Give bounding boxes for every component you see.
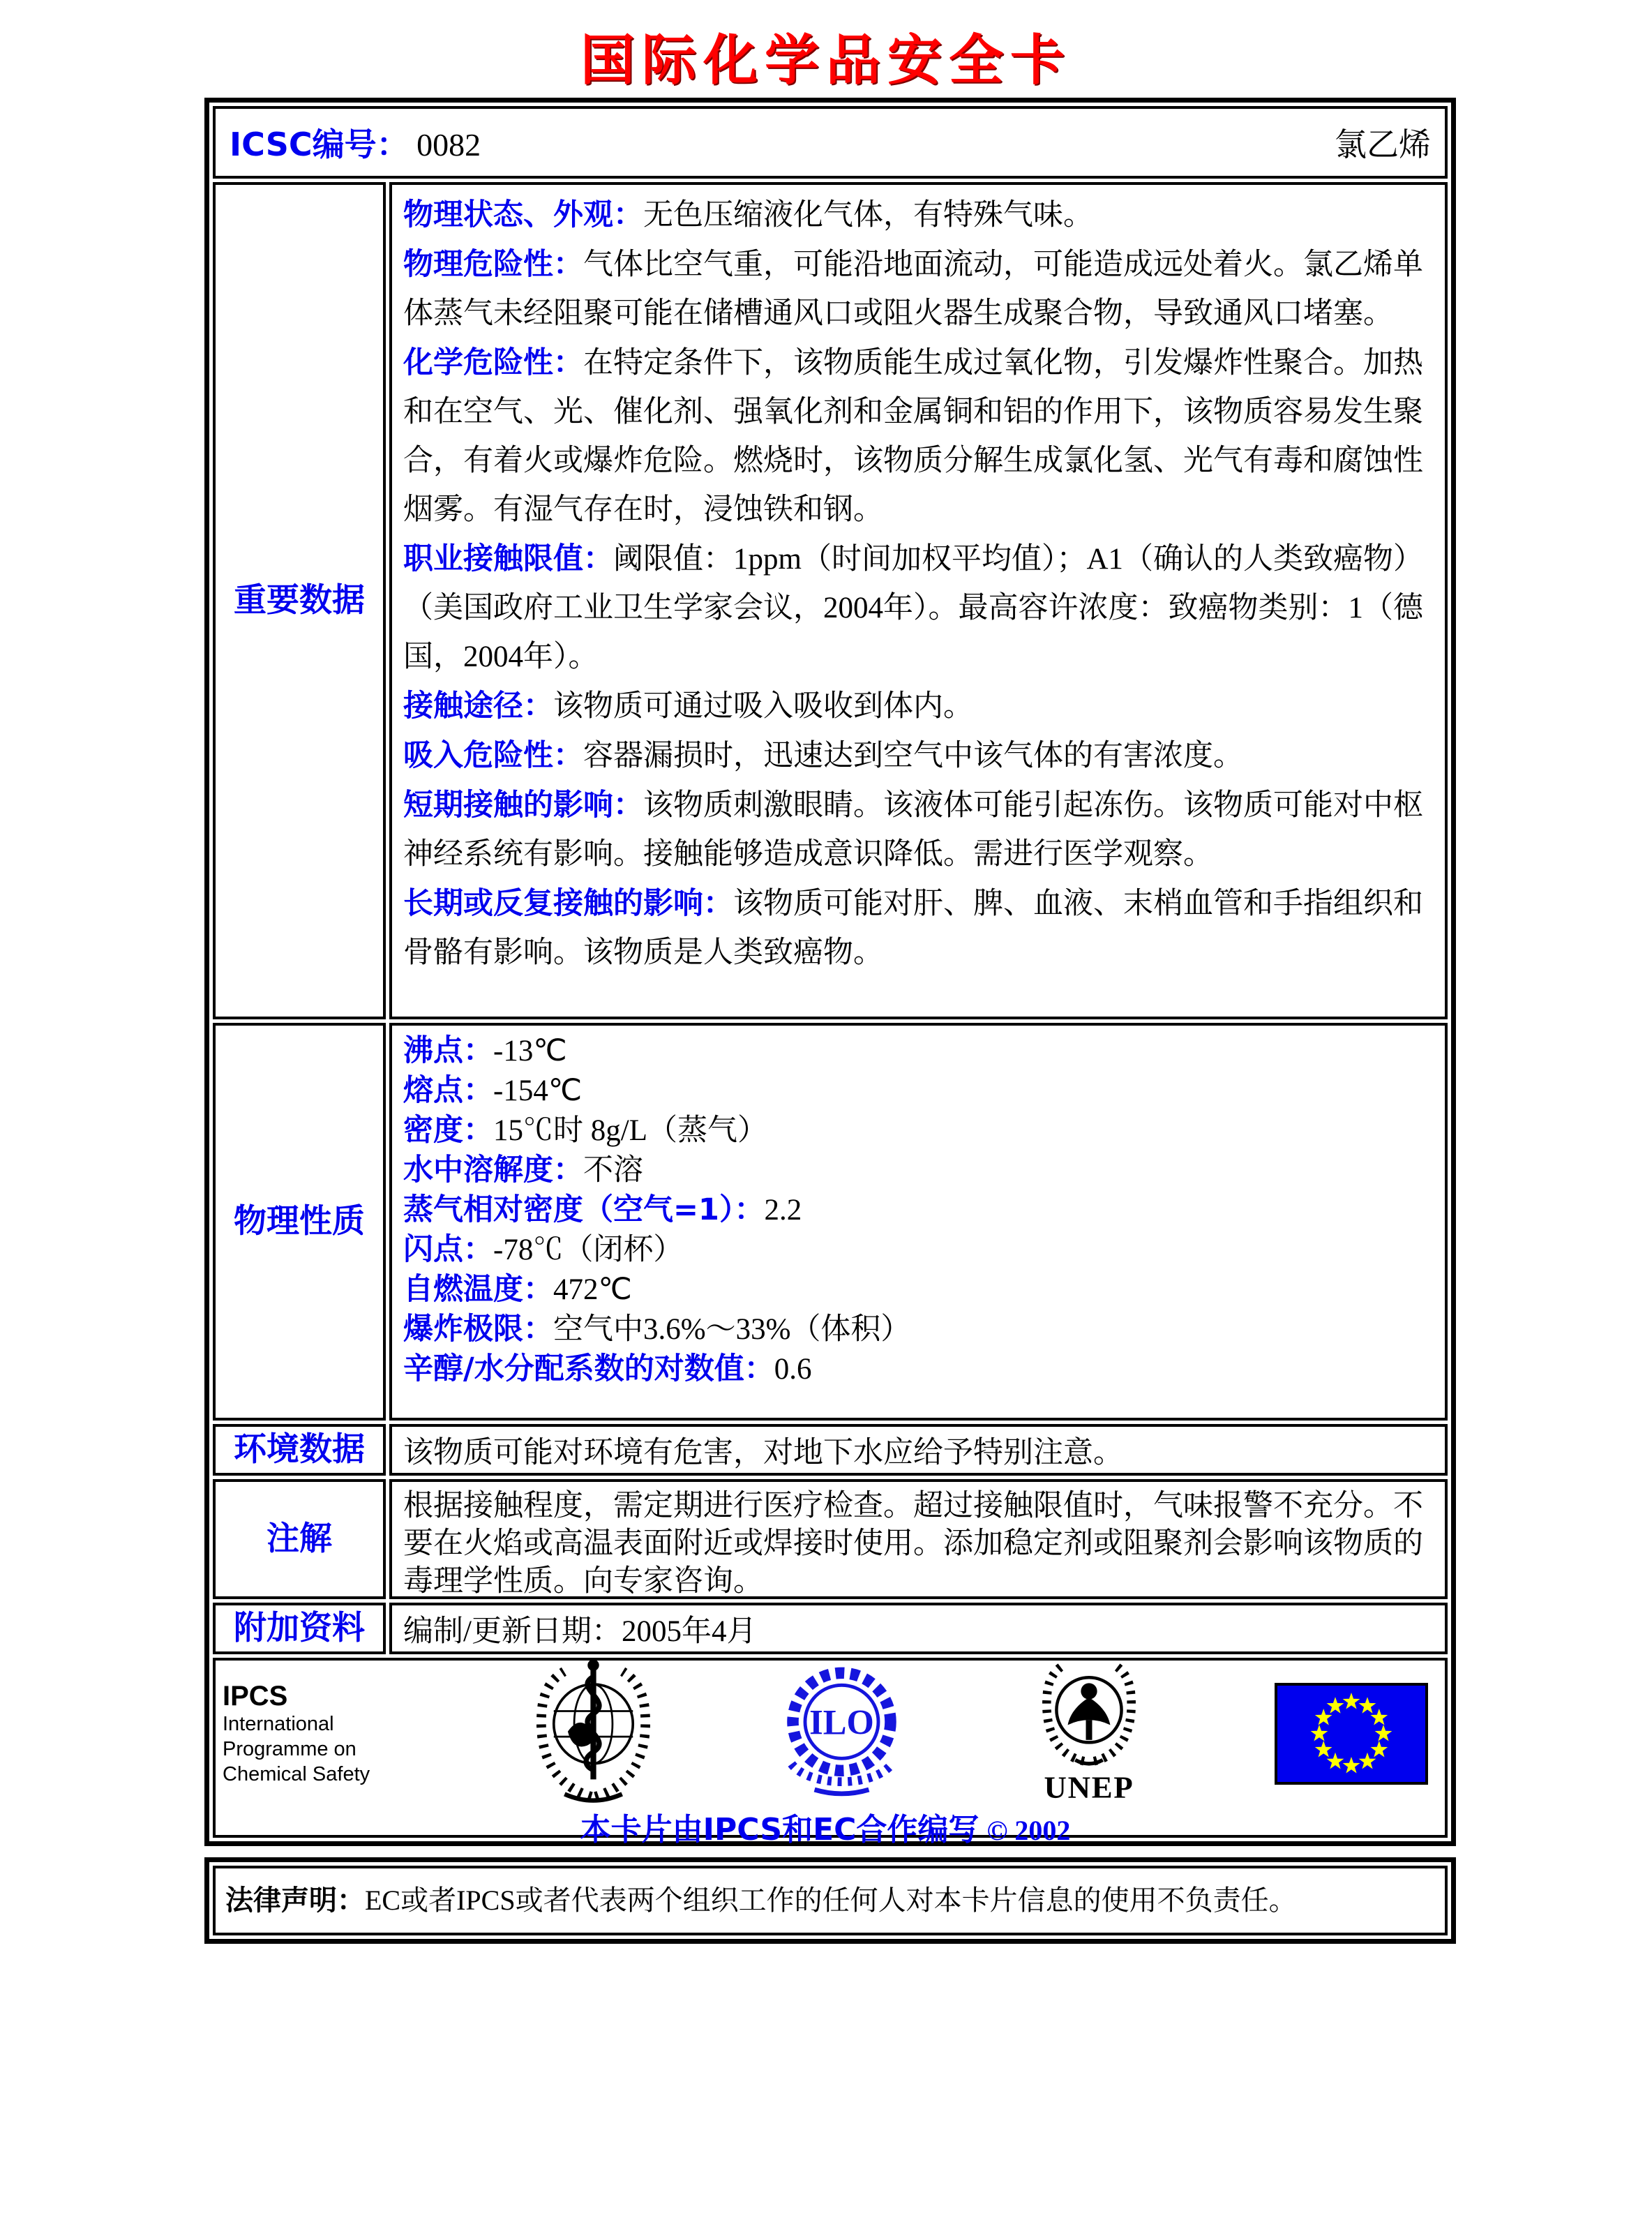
- row-notes: [213, 1479, 1448, 1599]
- environmental-data-content: [389, 1424, 1448, 1476]
- ilo-icon: [781, 1662, 903, 1806]
- property-line: [403, 1190, 1434, 1230]
- section-label-physical-properties: 物理性质: [213, 1023, 386, 1421]
- row-icsc: [213, 106, 1448, 179]
- important-data-item: [403, 190, 1434, 240]
- important-data-item: [403, 240, 1434, 338]
- ipcs-line: Programme on: [223, 1737, 356, 1760]
- row-additional-info: [213, 1603, 1448, 1654]
- field-name: 短期接触的影响：: [403, 788, 643, 823]
- physical-properties-content: [389, 1023, 1448, 1421]
- field-name: 接触途径：: [403, 689, 553, 724]
- property-line: [403, 1151, 1434, 1190]
- important-data-item: [403, 781, 1434, 879]
- additional-info-field: 编制/更新日期：: [403, 1614, 622, 1648]
- footer-caption-text: 本卡片由IPCS和EC合作编写: [580, 1812, 979, 1848]
- field-text: 该物质可能对肝、脾、血液、末梢血管和手指组织和骨骼有影响。该物质是人类致癌物。: [403, 887, 1423, 969]
- unep-icon: [1026, 1655, 1152, 1813]
- important-data-content: [389, 182, 1448, 1019]
- field-name: 长期或反复接触的影响：: [403, 886, 733, 921]
- field-text: 472℃: [553, 1273, 632, 1306]
- property-line: [403, 1349, 1434, 1389]
- ipcs-name: IPCS: [223, 1680, 288, 1711]
- row-environmental-data: [213, 1424, 1448, 1476]
- section-label-additional-info: 附加资料: [213, 1603, 386, 1654]
- field-name: 水中溶解度：: [403, 1153, 583, 1187]
- legal-box: [204, 1857, 1456, 1944]
- field-text: 气体比空气重，可能沿地面流动，可能造成远处着火。氯乙烯单体蒸气未经阻聚可能在储槽通风口或阻火器生成聚合物，导致通风口堵塞。: [403, 248, 1423, 330]
- important-data-item: [403, 731, 1434, 781]
- field-name: 物理危险性：: [403, 247, 583, 282]
- field-text: 2.2: [764, 1194, 802, 1227]
- field-name: 职业接触限值：: [403, 541, 613, 576]
- property-line: [403, 1270, 1434, 1310]
- section-label-notes: 注解: [213, 1479, 386, 1599]
- copyright-text: © 2002: [986, 1815, 1071, 1846]
- footer-caption: [223, 1804, 1428, 1849]
- field-name: 吸入危险性：: [403, 738, 583, 773]
- ipcs-line: Chemical Safety: [223, 1763, 370, 1786]
- property-line: [403, 1310, 1434, 1349]
- ilo-monogram: ILO: [809, 1702, 874, 1742]
- field-text: 无色压缩液化气体，有特殊气味。: [643, 199, 1093, 232]
- eu-flag-icon: [1275, 1683, 1428, 1785]
- property-line: [403, 1031, 1434, 1071]
- field-text: 该物质可通过吸入吸收到体内。: [553, 690, 973, 723]
- eu-stars: [1311, 1693, 1392, 1774]
- row-important-data: [213, 182, 1448, 1019]
- field-name: 蒸气相对密度（空气=1）：: [403, 1192, 765, 1227]
- additional-info-content: [389, 1603, 1448, 1654]
- field-name: 化学危险性：: [403, 345, 583, 380]
- icsc-number: 0082: [416, 127, 481, 163]
- field-name: 爆炸极限：: [403, 1312, 553, 1347]
- field-name: 闪点：: [403, 1232, 493, 1267]
- row-logos: [213, 1658, 1448, 1848]
- chemical-name: 氯乙烯: [1335, 127, 1431, 163]
- legal-label: 法律声明：: [225, 1884, 365, 1917]
- environmental-text: 该物质可能对环境有危害，对地下水应给予特别注意。: [403, 1436, 1123, 1469]
- field-name: 沸点：: [403, 1033, 493, 1068]
- logos-strip: [223, 1665, 1428, 1803]
- property-line: [403, 1111, 1434, 1151]
- notes-text: 根据接触程度，需定期进行医疗检查。超过接触限值时，气味报警不充分。不要在火焰或高温表面附近或焊接时使用。添加稳定剂或阻聚剂会影响该物质的毒理学性质。向专家咨询。: [403, 1490, 1423, 1598]
- field-text: 该物质刺激眼睛。该液体可能引起冻伤。该物质可能对中枢神经系统有影响。接触能够造成意识降低。需进行医学观察。: [403, 789, 1423, 871]
- field-text: 不溶: [583, 1154, 643, 1187]
- field-text: 15℃时 8g/L（蒸气）: [493, 1114, 767, 1147]
- card-table: [204, 98, 1456, 1846]
- property-line: [403, 1230, 1434, 1270]
- field-text: -154℃: [493, 1074, 583, 1107]
- notes-content: [389, 1479, 1448, 1599]
- field-text: -78℃（闭杯）: [493, 1234, 684, 1266]
- important-data-item: [403, 534, 1434, 682]
- field-text: 阈限值：1ppm（时间加权平均值）；A1（确认的人类致癌物）（美国政府工业卫生学家会议，2004年）。最高容许浓度：致癌物类别：1（德国，2004年）。: [403, 543, 1423, 673]
- legal-text: EC或者IPCS或者代表两个组织工作的任何人对本卡片信息的使用不负责任。: [365, 1884, 1297, 1916]
- additional-info-text: 2005年4月: [621, 1614, 757, 1648]
- field-text: 容器漏损时，迅速达到空气中该气体的有害浓度。: [583, 740, 1243, 772]
- field-name: 密度：: [403, 1113, 493, 1148]
- field-text: -13℃: [493, 1035, 567, 1067]
- field-name: 自燃温度：: [403, 1272, 553, 1307]
- section-label-important-data: 重要数据: [213, 182, 386, 1019]
- field-text: 空气中3.6%～33%（体积）: [553, 1313, 911, 1346]
- field-text: 0.6: [774, 1353, 812, 1386]
- unep-label: UNEP: [1043, 1769, 1134, 1805]
- field-name: 辛醇/水分配系数的对数值：: [403, 1351, 774, 1386]
- icsc-label: ICSC编号：: [230, 126, 409, 163]
- property-line: [403, 1071, 1434, 1111]
- field-name: 熔点：: [403, 1073, 493, 1108]
- field-name: 物理状态、外观：: [403, 197, 643, 232]
- legal-notice: [213, 1866, 1448, 1935]
- field-text: 在特定条件下，该物质能生成过氧化物，引发爆炸性聚合。加热和在空气、光、催化剂、强氧化剂和金属铜和铝的作用下，该物质容易发生聚合，有着火或爆炸危险。燃烧时，该物质分解生成氯化氢、光气有毒和腐蚀性烟雾。有湿气存在时，浸蚀铁和钢。: [403, 347, 1423, 526]
- page-title: 国际化学品安全卡: [580, 29, 1072, 92]
- logos-content: [213, 1658, 1448, 1848]
- icsc-header-cell: [213, 106, 1448, 179]
- important-data-item: [403, 879, 1434, 977]
- ipcs-block: [223, 1681, 405, 1788]
- ipcs-line: International: [223, 1712, 334, 1735]
- icsc-number-group: [230, 119, 481, 165]
- important-data-item: [403, 338, 1434, 534]
- section-label-environmental-data: 环境数据: [213, 1424, 386, 1476]
- row-physical-properties: [213, 1023, 1448, 1421]
- important-data-item: [403, 682, 1434, 731]
- who-icon: [529, 1655, 658, 1813]
